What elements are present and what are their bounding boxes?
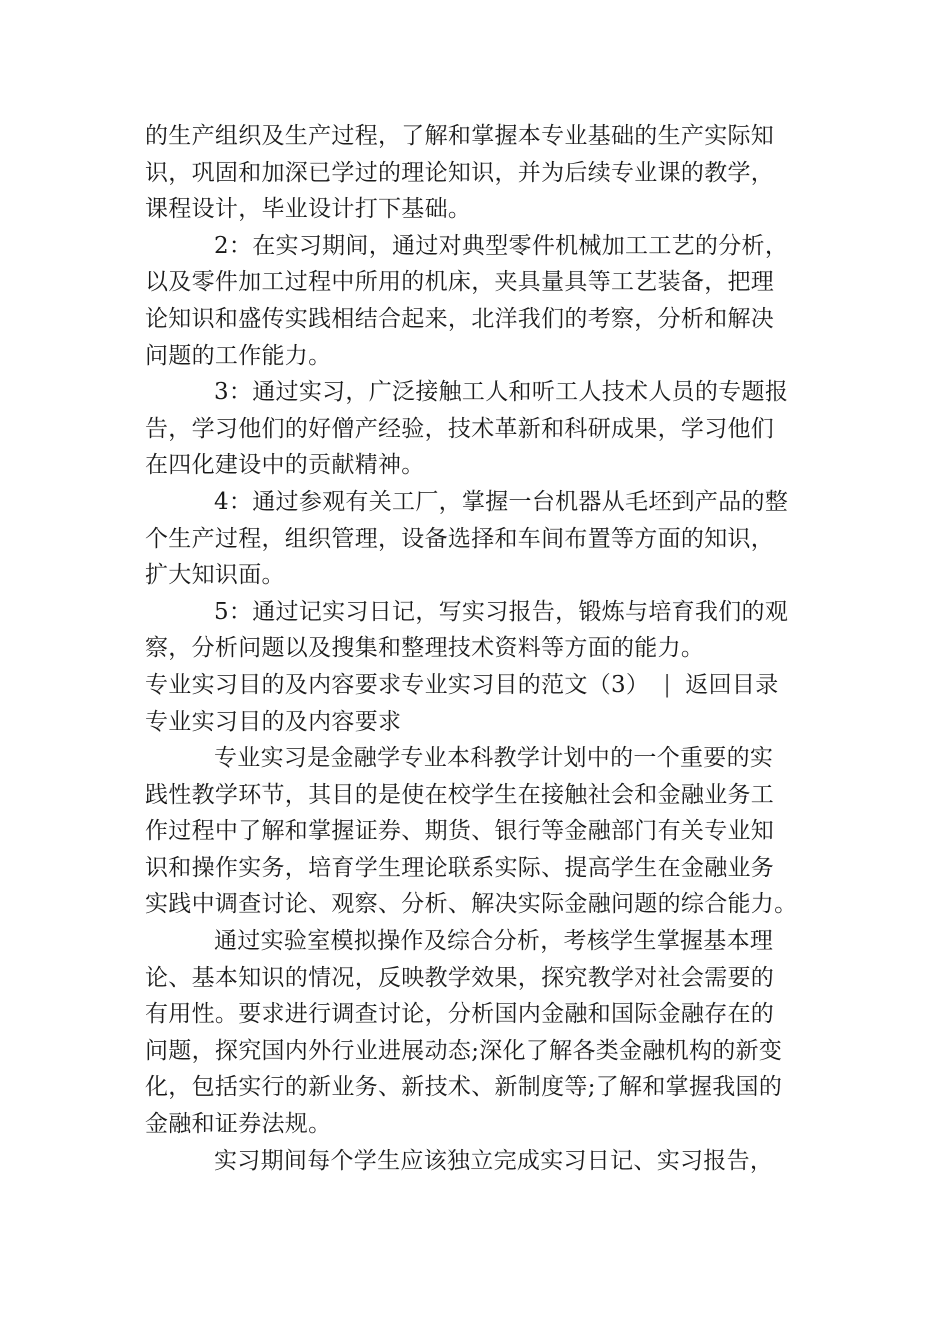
- paragraph: [145, 118, 805, 228]
- text-line: 论、基本知识的情况，反映教学效果，探究教学对社会需要的: [145, 964, 775, 991]
- text-line: 实习期间每个学生应该独立完成实习日记、实习报告，: [214, 1147, 774, 1174]
- text-line: 告，学习他们的好僧产经验，技术革新和科研成果，学习他们: [145, 415, 775, 442]
- text-line: 5：通过记实习日记，写实习报告，锻炼与培育我们的观: [214, 598, 789, 625]
- paragraph: [145, 594, 805, 667]
- text-line: 以及零件加工过程中所用的机床，夹具量具等工艺装备，把理: [145, 269, 775, 296]
- text-line: 化，包括实行的新业务、新技术、新制度等;了解和掌握我国的: [145, 1074, 783, 1101]
- paragraph: [145, 374, 805, 484]
- text-line: 在四化建设中的贡献精神。: [145, 452, 425, 479]
- paragraph: [145, 228, 805, 374]
- text-line: 课程设计，毕业设计打下基础。: [145, 196, 472, 223]
- section-heading: [145, 667, 805, 704]
- document-page: [145, 118, 805, 1179]
- text-line: 通过实验室模拟操作及综合分析，考核学生掌握基本理: [214, 928, 774, 955]
- text-line: 问题的工作能力。: [145, 342, 332, 369]
- text-line: 识和操作实务，培育学生理论联系实际、提高学生在金融业务: [145, 854, 775, 881]
- paragraph: [145, 484, 805, 594]
- separator: |: [663, 671, 672, 698]
- text-line: 实践中调查讨论、观察、分析、解决实际金融问题的综合能力。: [145, 891, 798, 918]
- back-to-contents-link[interactable]: 返回目录: [685, 671, 779, 698]
- paragraph: [145, 740, 805, 923]
- text-line: 专业实习是金融学专业本科教学计划中的一个重要的实: [214, 745, 774, 772]
- text-line: 察，分析问题以及搜集和整理技术资料等方面的能力。: [145, 635, 705, 662]
- text-line: 4：通过参观有关工厂，掌握一台机器从毛坯到产品的整: [214, 488, 789, 515]
- text-line: 金融和证券法规。: [145, 1111, 332, 1138]
- text-line: 扩大知识面。: [145, 562, 285, 589]
- text-line: 作过程中了解和掌握证券、期货、银行等金融部门有关专业知: [145, 818, 775, 845]
- text-line: 2：在实习期间，通过对典型零件机械加工工艺的分析，: [214, 232, 789, 259]
- text-line: 有用性。要求进行调查讨论，分析国内金融和国际金融存在的: [145, 1001, 775, 1028]
- section-subtitle: 专业实习目的及内容要求: [145, 708, 402, 735]
- paragraph: [145, 1143, 805, 1180]
- text-line: 个生产过程，组织管理，设备选择和车间布置等方面的知识，: [145, 525, 775, 552]
- text-line: 问题，探究国内外行业进展动态;深化了解各类金融机构的新变: [145, 1037, 783, 1064]
- text-line: 3：通过实习，广泛接触工人和听工人技术人员的专题报: [214, 379, 789, 406]
- text-line: 践性教学环节，其目的是使在校学生在接触社会和金融业务工: [145, 781, 775, 808]
- section-title: 专业实习目的及内容要求专业实习目的范文（3）: [145, 671, 650, 698]
- text-line: 的生产组织及生产过程，了解和掌握本专业基础的生产实际知: [145, 123, 775, 149]
- text-line: 识，巩固和加深已学过的理论知识，并为后续专业课的教学，: [145, 159, 775, 186]
- text-line: 论知识和盛传实践相结合起来，北洋我们的考察，分析和解决: [145, 305, 775, 332]
- paragraph: [145, 923, 805, 1143]
